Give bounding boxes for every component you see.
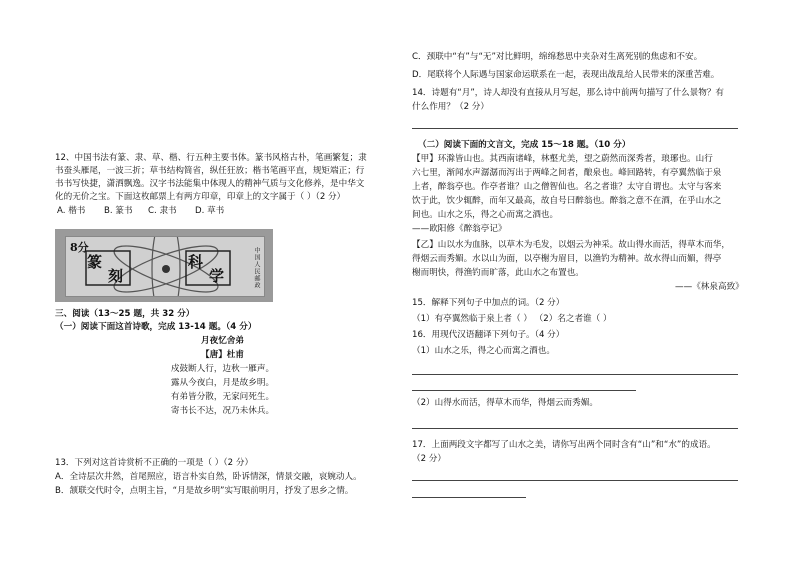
q17-answer-line-2 [412, 497, 526, 498]
stamp-denomination: 8分 [70, 241, 89, 254]
q12-line-4: 化的无价之宝。下面这枚邮票上有两方印章，印章上的文字属于（ ）（2 分） [55, 192, 346, 202]
q17-line-2: （2 分） [412, 454, 446, 464]
q16-stem: 16．用现代汉语翻译下列句子。（4 分） [412, 330, 565, 340]
jia-line-1: 【甲】环滁皆山也。其西南诸峰，林壑尤美，望之蔚然而深秀者，琅琊也。山行 [412, 154, 713, 164]
yi-line-3: 榭而明快，得渔钓而旷落，此山水之布置也。 [412, 268, 584, 278]
stamp-seal-right-glyph: 科 [188, 253, 204, 271]
q12-option-a: A. 楷书 [57, 206, 86, 216]
q16-sentence-2: （2）山得水而活，得草木而华，得烟云而秀媚。 [412, 398, 598, 408]
q17-answer-line-1 [412, 480, 738, 481]
q13-option-c: C．颈联中“有”与“无”对比鲜明，绵绵愁思中夹杂对生离死别的焦虑和不安。 [412, 52, 703, 62]
q14-line-2: 什么作用？（2 分） [412, 102, 489, 112]
q16-1-answer-line-2 [412, 390, 636, 391]
q16-2-answer-line [412, 428, 738, 429]
q16-sentence-1: （1）山水之乐，得之心而寓之酒也。 [412, 346, 555, 356]
jia-line-3: 上者，醉翁亭也。作亭者谁？山之僧智仙也。名之者谁？太守自谓也。太守与客来 [412, 182, 722, 192]
q12-option-c: C. 隶书 [148, 206, 177, 216]
stamp-seal-left-glyph: 篆 [87, 253, 103, 271]
q12-line-3: 书书写快捷，潇洒飘逸。汉字书法能集中体现人的精神气质与文化修养，是中华文 [55, 179, 365, 189]
poem-line-3: 有弟皆分散，无家问死生。 [170, 392, 275, 402]
jia-line-5: 间也。山水之乐，得之心而寓之酒也。 [412, 210, 559, 220]
stamp-image [55, 229, 273, 302]
q13-option-d: D．尾联将个人际遇与国家命运联系在一起，表现出战乱给人民带来的深重苦难。 [412, 70, 720, 80]
jia-line-4: 饮于此，饮少辄醉，而年又最高，故自号曰醉翁也。醉翁之意不在酒，在乎山水之 [412, 196, 722, 206]
q13-option-b: B．颔联交代时令，点明主旨，“月是故乡明”实写眼前明月，抒发了思乡之情。 [55, 486, 354, 496]
q12-option-b: B. 篆书 [104, 206, 133, 216]
jia-source: ——欧阳修《醉翁亭记》 [412, 224, 507, 234]
q17-line-1: 17．上面两段文字都写了山水之美，请你写出两个同时含有“山”和“水”的成语。 [412, 440, 716, 450]
q12-line-1: 12、中国书法有篆、隶、草、楷、行五种主要书体。篆书风格古朴，笔画繁复；隶 [55, 153, 367, 163]
q12-line-2: 书蚕头雁尾，一波三折；草书结构简省，纵任狂放；楷书笔画平直，规矩端正；行 [55, 166, 365, 176]
q16-1-answer-line-1 [412, 374, 738, 375]
poem-line-2: 露从今夜白，月是故乡明。 [170, 378, 275, 388]
yi-line-2: 得烟云而秀媚。水以山为面，以亭榭为眉目，以渔钓为精神。故水得山而媚，得亭 [412, 254, 722, 264]
part2-title: （二）阅读下面的文言文，完成 15～18 题。（10 分） [418, 140, 631, 150]
stamp-side-text: 中国人民邮政 [253, 247, 260, 289]
part1-title: （一）阅读下面这首诗歌，完成 13-14 题。（4 分） [55, 322, 257, 332]
stamp-face [65, 236, 265, 297]
poem-line-1: 戍鼓断人行，边秋一雁声。 [170, 364, 275, 374]
q14-line-1: 14．诗题有“月”，诗人却没有直接从月写起，那么诗中前两句描写了什么景物？有 [412, 88, 725, 98]
q12-option-d: D. 草书 [195, 206, 225, 216]
yi-source: ——《林泉高致》 [675, 282, 744, 292]
poem-line-4: 寄书长不达，况乃未休兵。 [170, 406, 275, 416]
q13-stem: 13．下列对这首诗赏析不正确的一项是（ ）（2 分） [55, 458, 254, 468]
q15-items: （1）有亭翼然临于泉上者（ ） （2）名之者谁（ ） [412, 314, 612, 324]
q14-answer-line [412, 128, 738, 129]
section3-title: 三、阅读（13～25 题，共 32 分） [55, 309, 195, 319]
poem-title: 月夜忆舍弟 [201, 336, 244, 346]
stamp-seal-right-glyph-2: 学 [209, 267, 225, 285]
yi-line-1: 【乙】山以水为血脉，以草木为毛发，以烟云为神采。故山得水而活，得草木而华， [412, 240, 730, 250]
poem-author: 【唐】杜甫 [201, 350, 244, 360]
jia-line-2: 六七里，渐闻水声潺潺而泻出于两峰之间者，酿泉也。峰回路转，有亭翼然临于泉 [412, 168, 722, 178]
q15-stem: 15．解释下列句子中加点的词。（2 分） [412, 298, 565, 308]
q13-option-a: A．全诗层次井然，首尾照应，语言朴实自然，卧诉情深，情景交融，哀婉动人。 [55, 472, 362, 482]
stamp-seal-left-glyph-2: 刻 [108, 267, 124, 285]
